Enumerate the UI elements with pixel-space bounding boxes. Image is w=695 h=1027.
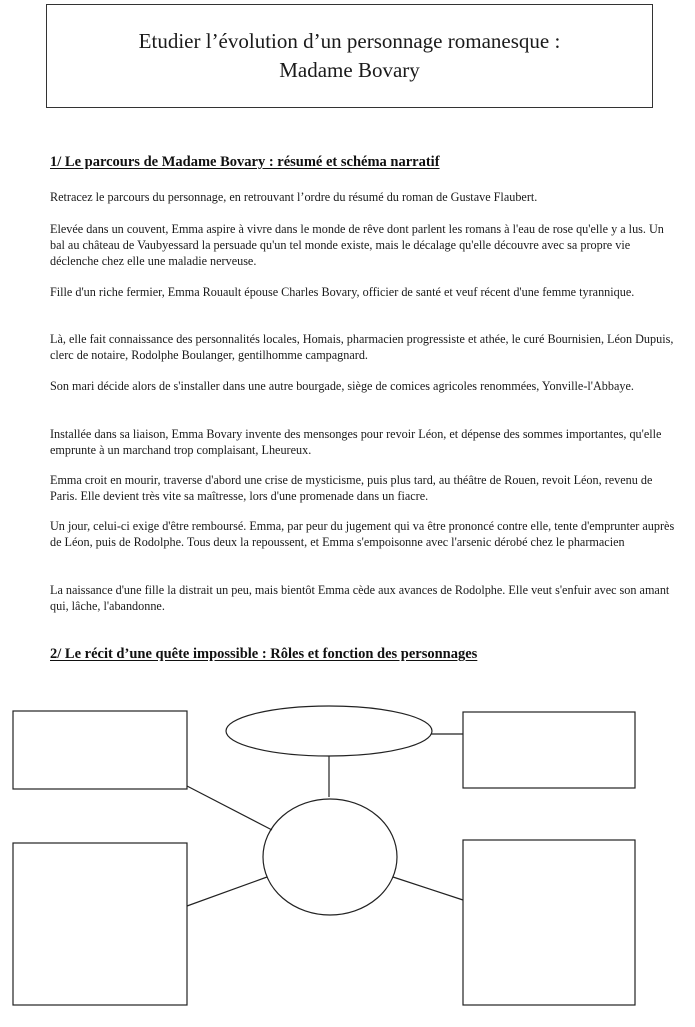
bottom-right-box bbox=[463, 840, 635, 1005]
bottom-left-box bbox=[13, 843, 187, 1005]
connector-line bbox=[393, 877, 463, 900]
summary-paragraph: Fille d'un riche fermier, Emma Rouault épouse Charles Bovary, officier de santé et veuf récent d'une femme tyrannique. bbox=[50, 285, 635, 299]
section-1-heading: 1/ Le parcours de Madame Bovary : résumé et schéma narratif bbox=[50, 154, 440, 170]
top-left-box bbox=[13, 711, 187, 789]
summary-paragraph: Elevée dans un couvent, Emma aspire à vivre dans le monde de rêve dont parlent les romans à l'eau de rose qu'elle y a lus. Un bal au château de Vaubyessard la persuade qu'un tel monde existe, mais le décalage qu'elle découvre avec sa propre vie déclenche chez elle une maladie nerveuse. bbox=[50, 222, 664, 268]
summary-paragraph: Un jour, celui-ci exige d'être remboursé. Emma, par peur du jugement qui va être prononcé contre elle, tente d'emprunter auprès de Léon, puis de Rodolphe. Tous deux la repoussent, et Emma s'empoisonne avec l'arsenic dérobé chez le pharmacien bbox=[50, 519, 675, 549]
section-2-heading: 2/ Le récit d’une quête impossible : Rôles et fonction des personnages bbox=[50, 646, 478, 662]
center-circle bbox=[263, 799, 397, 915]
summary-paragraph: Installée dans sa liaison, Emma Bovary invente des mensonges pour revoir Léon, et dépense des sommes importantes, qu'elle emprunte à un marchand trop complaisant, Lheureux. bbox=[50, 427, 662, 457]
top-right-box bbox=[463, 712, 635, 788]
page-title-line-1: Etudier l’évolution d’un personnage romanesque : bbox=[138, 29, 561, 53]
summary-paragraph: Son mari décide alors de s'installer dans une autre bourgade, siège de comices agricoles renommées, Yonville-l'Abbaye. bbox=[50, 379, 634, 393]
connector-line bbox=[187, 877, 267, 906]
page-title-line-2: Madame Bovary bbox=[279, 58, 420, 82]
summary-paragraph: Là, elle fait connaissance des personnalités locales, Homais, pharmacien progressiste et athée, le curé Bournisien, Léon Dupuis, clerc de notaire, Rodolphe Boulanger, gentilhomme campagnard. bbox=[50, 332, 674, 362]
connector-line bbox=[187, 786, 272, 830]
summary-paragraph: Emma croit en mourir, traverse d'abord une crise de mysticisme, puis plus tard, au théâtre de Rouen, revoit Léon, revenu de Paris. Elle devient très vite sa maîtresse, lors d'une promenade dans un fiacre. bbox=[50, 473, 653, 503]
title-box bbox=[46, 4, 653, 108]
top-center-ellipse bbox=[226, 706, 432, 756]
summary-paragraph: La naissance d'une fille la distrait un peu, mais bientôt Emma cède aux avances de Rodolphe. Elle veut s'enfuir avec son amant qui, lâche, l'abandonne. bbox=[50, 583, 670, 613]
character-roles-diagram bbox=[0, 680, 695, 1010]
instruction-paragraph: Retracez le parcours du personnage, en retrouvant l’ordre du résumé du roman de Gustave Flaubert. bbox=[50, 190, 538, 204]
